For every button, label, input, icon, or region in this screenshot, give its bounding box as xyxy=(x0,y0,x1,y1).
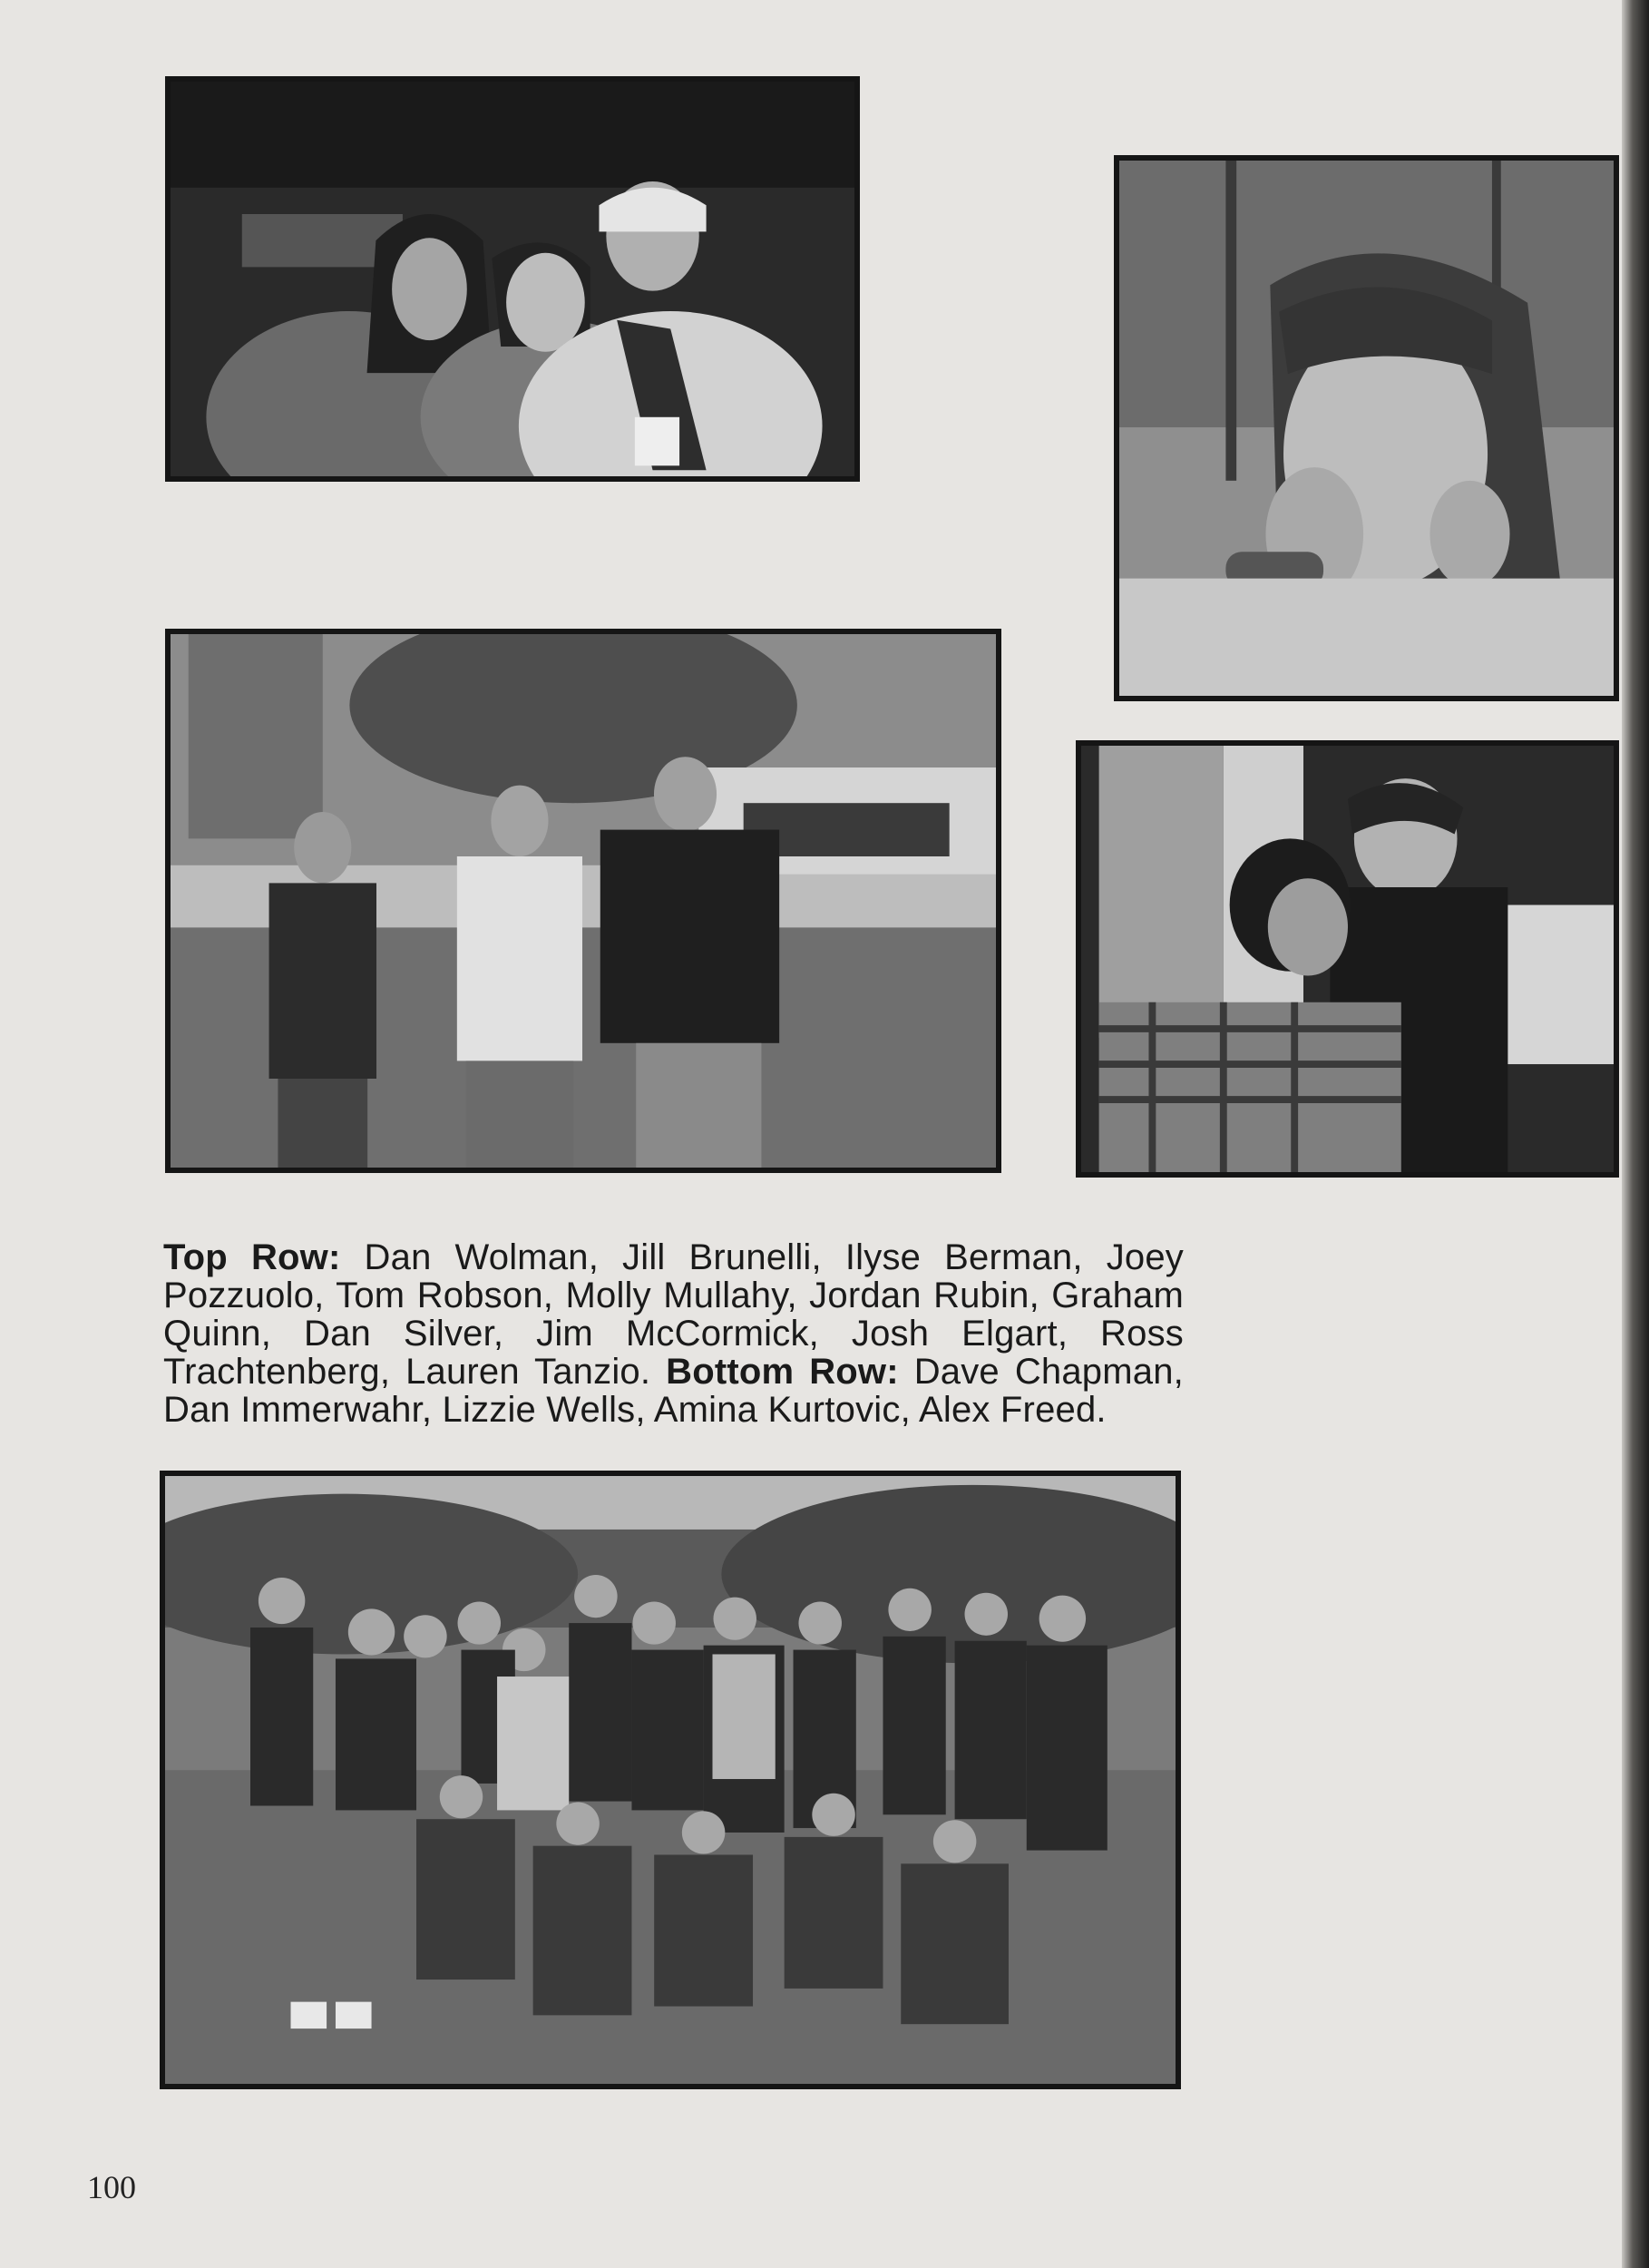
bottom-row-heading: Bottom Row: xyxy=(666,1352,899,1392)
photo-three-students-table xyxy=(165,76,860,482)
photo-two-students-doorway xyxy=(1076,740,1619,1178)
bottom-row-names: Dave Chapman, Dan Immerwahr, Lizzie Wells, Amina Kurtovic, Alex Freed. xyxy=(163,1352,1184,1430)
group-caption xyxy=(163,1238,1184,1429)
page-binding-edge xyxy=(1622,0,1649,2268)
photo-four-boys-outdoors xyxy=(165,629,1001,1173)
photo-girl-portrait xyxy=(1114,155,1619,701)
top-row-heading: Top Row: xyxy=(163,1237,341,1277)
photo-group-portrait xyxy=(160,1471,1181,2089)
page-number: 100 xyxy=(87,2169,136,2205)
top-row-names: Dan Wolman, Jill Brunelli, Ilyse Berman, Joey Pozzuolo, Tom Robson, Molly Mullahy, Jordan Rubin, Graham Quinn, Dan Silver, Jim McCormick, Josh Elgart, Ross Trachtenberg, Lauren Tanzio. xyxy=(163,1237,1184,1392)
